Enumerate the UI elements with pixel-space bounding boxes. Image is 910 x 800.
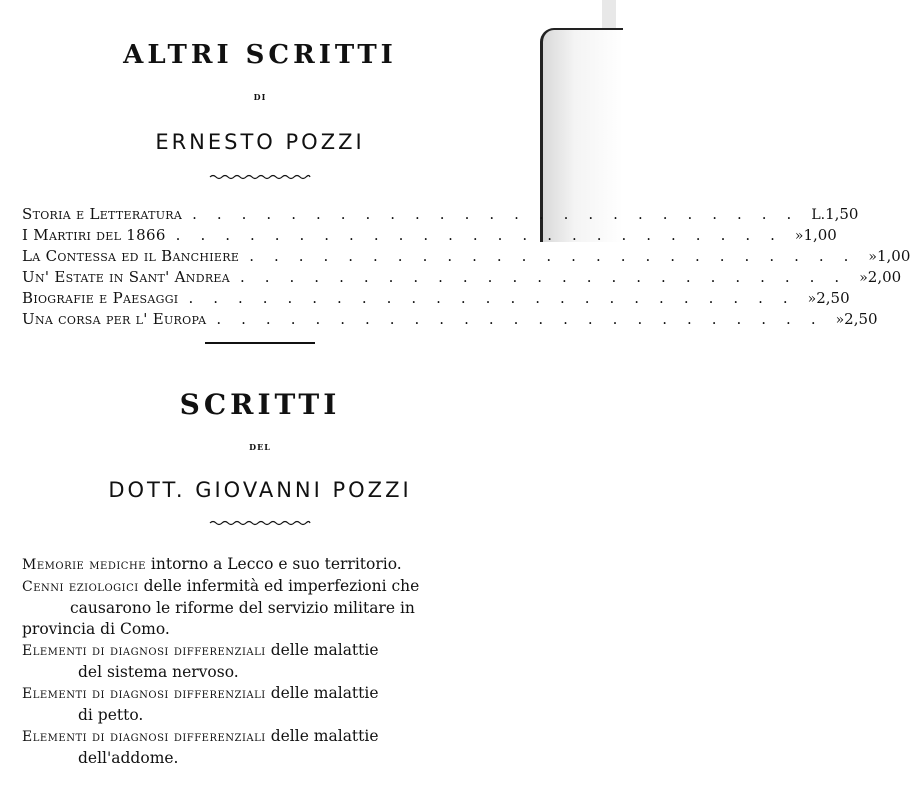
bib-entry-continuation: provincia di Como. [22,620,170,638]
section2-author: DOTT. GIOVANNI POZZI [108,478,412,502]
toc-price: 1,00 [876,247,910,265]
bib-entry-lead: Elementi di diagnosi differenziali [22,729,266,745]
toc-currency: » [794,228,804,244]
bib-entry [22,640,502,683]
bib-entry-text: delle malattie [270,641,379,659]
toc-price: 2,50 [816,289,850,307]
wave-ornament [210,172,310,182]
bib-entry-lead: Elementi di diagnosi differenziali [22,686,266,702]
leader-dots: ......................... [249,247,869,265]
bib-entry-continuation: di petto. [78,706,144,724]
bib-entry-text: delle malattie [270,684,379,702]
leader-dots: ......................... [175,226,795,244]
toc-price: 2,00 [867,268,902,286]
section2-title: SCRITTI [179,388,341,421]
bib-entry-continuation: dell'addome. [78,749,179,767]
toc-currency: » [868,249,877,265]
toc-title: Un' Estate in Sant' Andrea [22,268,230,286]
bib-entry-lead: Cenni eziologici [22,579,139,595]
leader-dots: ......................... [240,268,860,286]
section1-connector: DI [253,92,267,102]
leader-dots: ......................... [192,205,812,223]
section2-connector: DEL [249,442,271,452]
bib-entry-lead: Elementi di diagnosi differenziali [22,643,266,659]
bib-entry-lead: Memorie mediche [22,557,146,573]
leader-dots: ......................... [188,289,808,307]
toc-row [22,267,902,287]
bib-entry [22,576,502,640]
bib-entry-continuation: del sistema nervoso. [78,663,239,681]
bibliography-list [22,554,502,769]
toc-row [22,288,850,308]
bib-entry [22,726,502,769]
section1-author: ERNESTO POZZI [155,130,365,154]
bib-entry [22,683,502,726]
bib-entry-text: delle malattie [270,727,379,745]
toc-currency: L. [811,207,826,223]
bib-entry [22,554,502,576]
section-divider [205,342,315,344]
wave-ornament [210,518,310,528]
bib-entry-text: intorno a Lecco e suo territorio. [150,555,402,573]
toc-row [22,225,837,245]
toc-row [22,246,910,266]
toc-title: Una corsa per l' Europa [22,310,207,328]
toc-price: 2,50 [844,310,878,328]
bib-entry-continuation: causarono le riforme del servizio militare in [70,599,415,617]
toc-row [22,309,878,329]
toc-title: Biografie e Paesaggi [22,289,179,307]
toc-title: Storia e Letteratura [22,205,183,223]
leader-dots: ......................... [216,310,836,328]
section1-title: ALTRI SCRITTI [123,40,397,70]
toc-currency: » [835,312,845,328]
toc-currency: » [859,270,868,286]
toc-row [22,204,859,224]
toc-title: La Contessa ed il Banchiere [22,247,240,265]
toc-title: I Martiri del 1866 [22,226,166,244]
toc-price: 1,50 [825,205,859,223]
toc-price: 1,00 [803,226,837,244]
toc-currency: » [807,291,817,307]
bib-entry-text: delle infermità ed imperfezioni che [143,577,420,595]
